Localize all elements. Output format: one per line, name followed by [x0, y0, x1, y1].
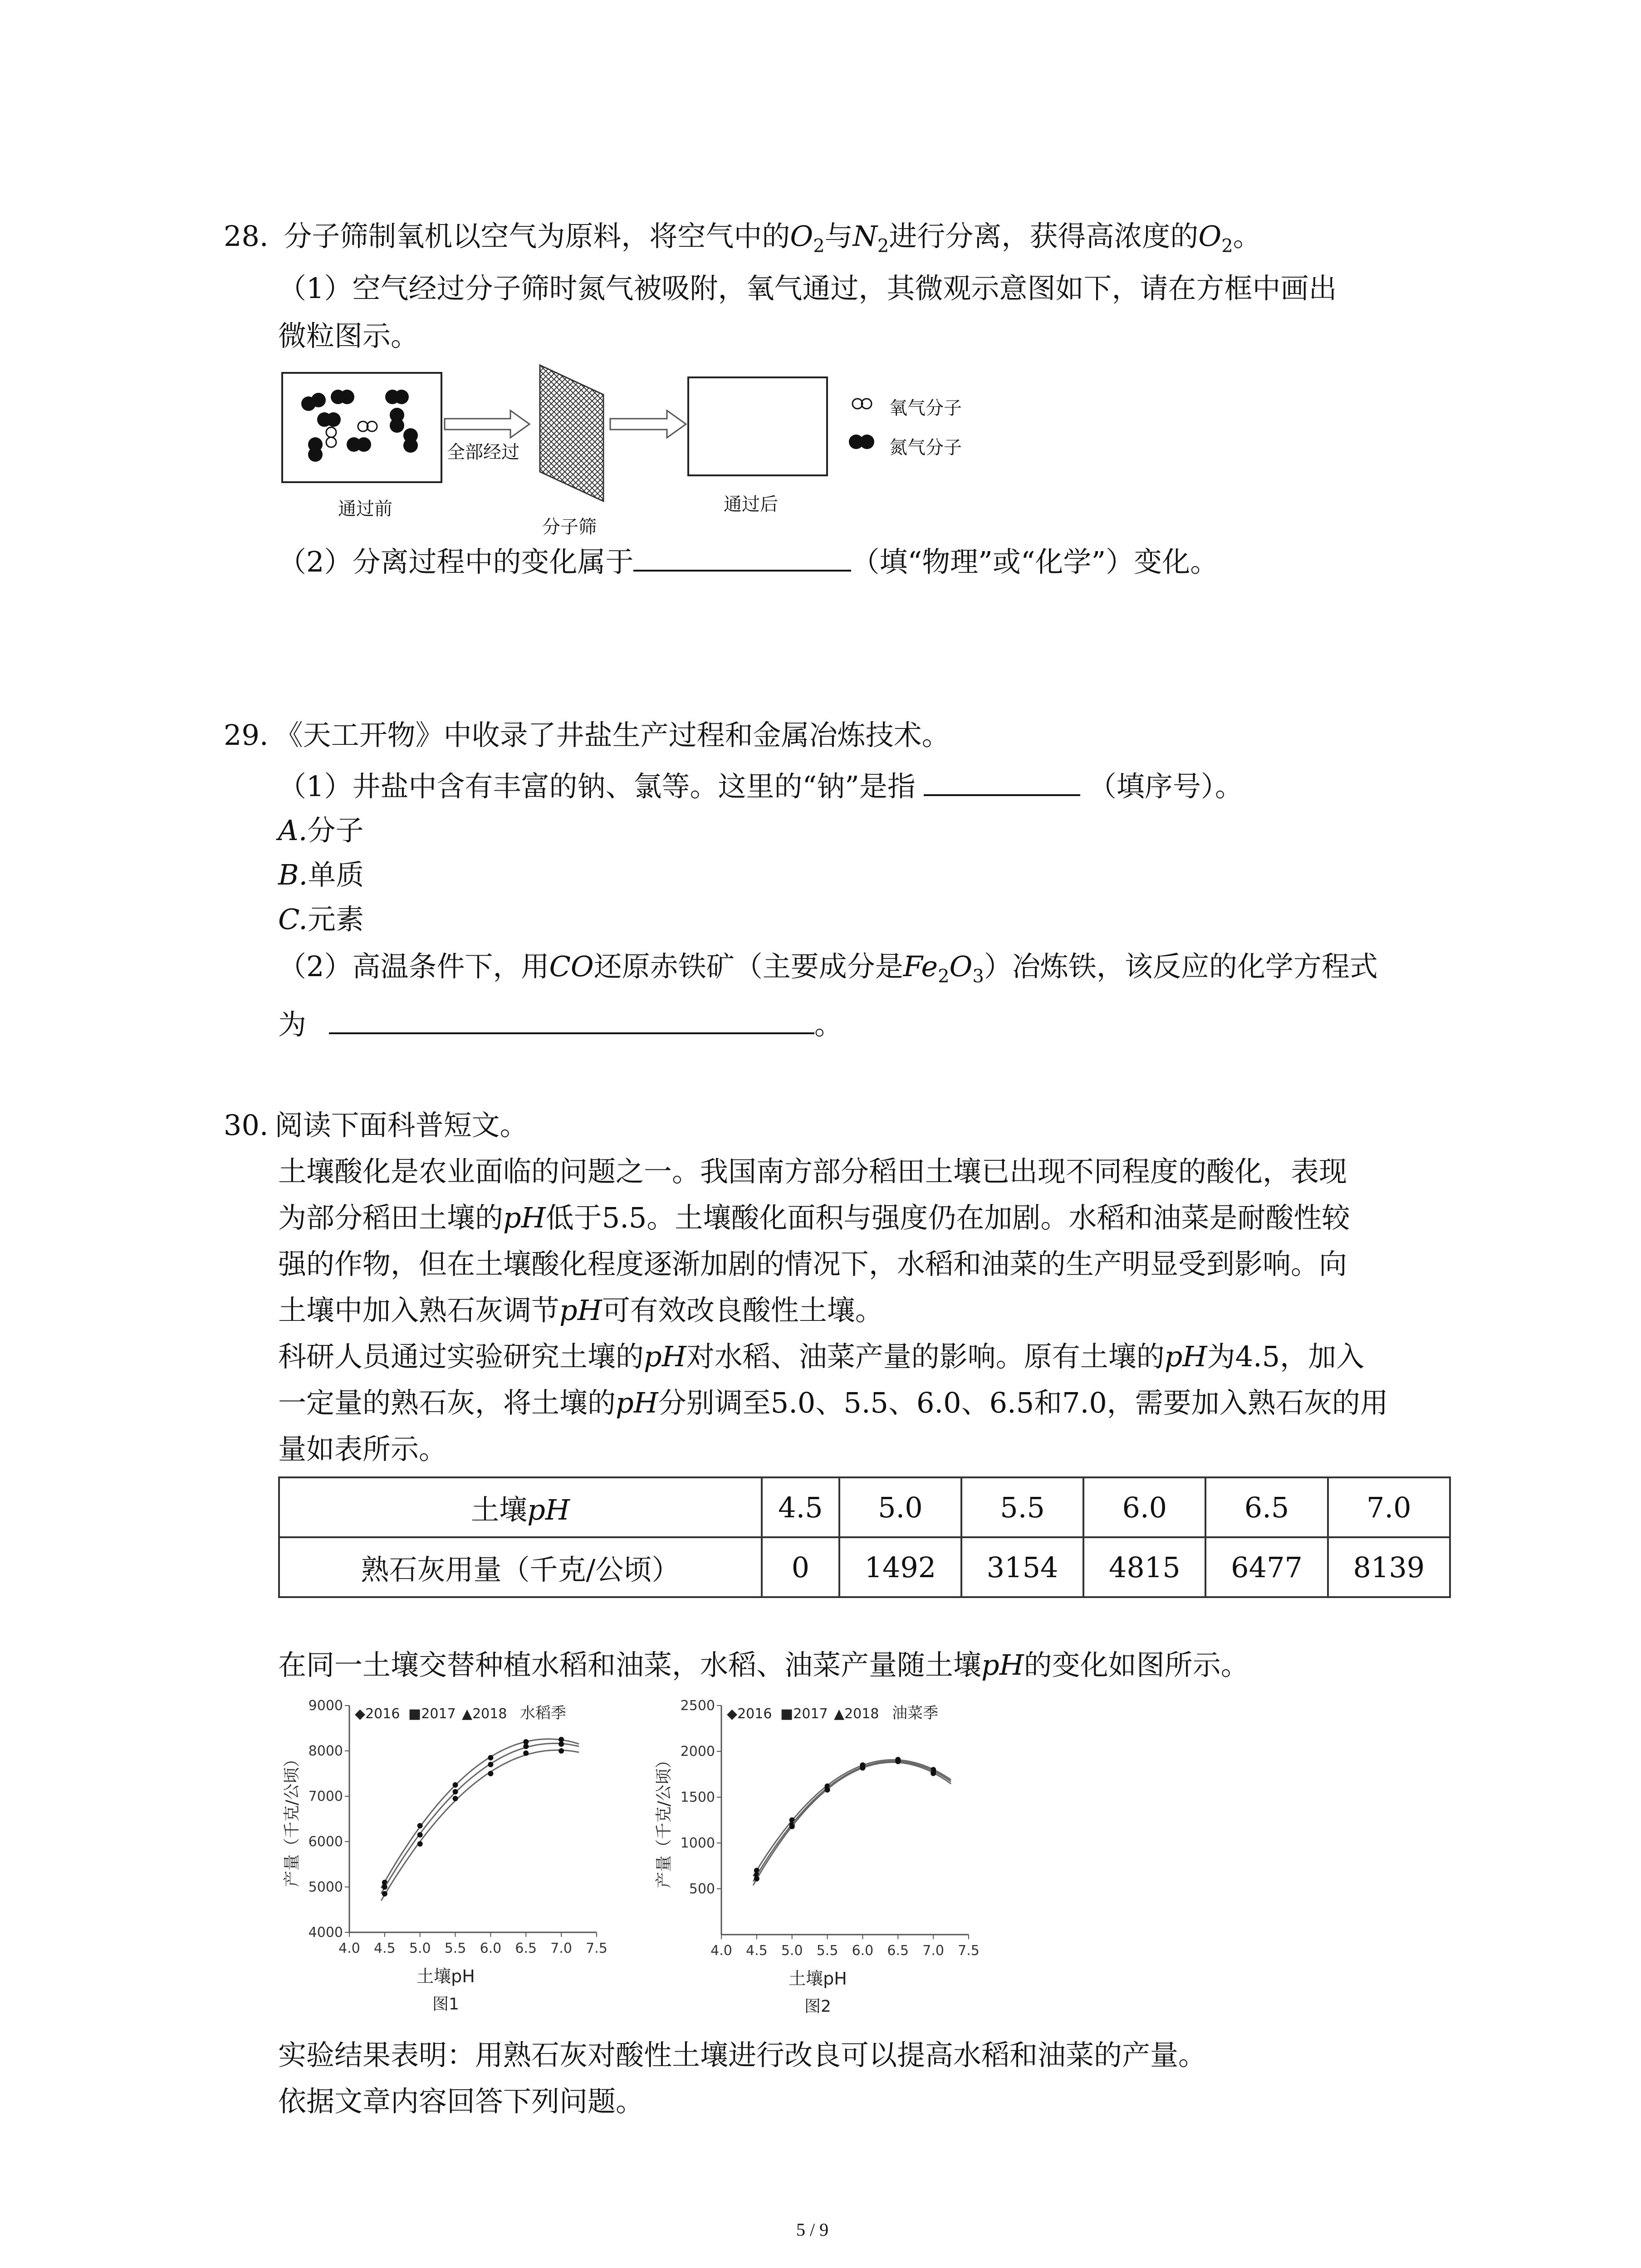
table-cell: 6.5	[1205, 1477, 1327, 1537]
q29-part2-a: （2）高温条件下，用	[278, 950, 549, 983]
q29-stem-text: 《天工开物》中收录了井盐生产过程和金属冶炼技术。	[274, 719, 950, 752]
y-tick-label: 2500	[680, 1698, 715, 1714]
y-tick-label: 1500	[680, 1789, 715, 1805]
y-tick-label: 1000	[680, 1835, 715, 1851]
legend-item: ■2017	[780, 1706, 828, 1722]
text: 分别调至5.0、5.5、6.0、6.5和7.0，需要加入熟石灰的用	[658, 1386, 1388, 1419]
co-formula: CO	[549, 950, 594, 983]
table-cell: 3154	[961, 1537, 1083, 1597]
legend-item: ▲2018	[462, 1706, 507, 1722]
q28-stem-text: 分子筛制氧机以空气为原料，将空气中的	[284, 220, 790, 253]
table-cell: 4.5	[762, 1477, 839, 1537]
o-formula: O	[949, 950, 973, 983]
q30-p1-line3: 强的作物，但在土壤酸化程度逐渐加剧的情况下，水稻和油菜的生产明显受到影响。向	[278, 1247, 1347, 1281]
x-tick-label: 5.0	[781, 1943, 803, 1959]
series-line-2018	[753, 1762, 951, 1885]
q28-part1-line1: （1）空气经过分子筛时氮气被吸附，氧气通过，其微观示意图如下，请在方框中画出	[278, 272, 1337, 305]
n2-sub: 2	[877, 235, 889, 257]
fe-sub: 2	[938, 966, 950, 987]
ph-symbol: pH	[559, 1294, 602, 1327]
y-axis-label: 产量（千克/公顷）	[655, 1752, 673, 1888]
text: 为部分稻田土壤的	[278, 1201, 504, 1234]
molecules-before	[281, 372, 442, 483]
data-point-2018	[825, 1787, 830, 1793]
legend-oxygen: 氧气分子	[889, 398, 962, 419]
q29-option-c	[278, 905, 364, 934]
n2-formula: N	[852, 220, 877, 253]
data-point-2018	[488, 1771, 493, 1776]
option-text: 元素	[307, 903, 364, 936]
ph-symbol: pH	[981, 1648, 1024, 1681]
data-point-2017	[558, 1741, 564, 1747]
series-line-2017	[753, 1761, 951, 1882]
q30-intro: 阅读下面科普短文。	[274, 1109, 528, 1142]
data-point-2017	[382, 1884, 387, 1890]
table-cell: 5.5	[961, 1477, 1083, 1537]
data-point-2018	[417, 1841, 423, 1847]
q30-p2-line2	[278, 1386, 1388, 1419]
y-tick-label: 9000	[308, 1698, 343, 1714]
x-tick-label: 5.5	[444, 1941, 466, 1956]
arrow-right-icon-2	[608, 406, 690, 442]
q28-yu: 与	[824, 220, 853, 253]
table-cell: 0	[762, 1537, 839, 1597]
y-tick-label: 500	[689, 1881, 715, 1897]
data-point-2017	[417, 1832, 423, 1838]
data-point-2018	[860, 1765, 865, 1770]
y-tick-label: 4000	[308, 1925, 343, 1941]
q29-part1-after: （填序号）。	[1088, 770, 1243, 803]
rapeseed-yield-chart	[644, 1687, 1016, 2019]
q30-p2-line3: 量如表所示。	[278, 1432, 447, 1466]
fe-formula: Fe	[903, 950, 938, 983]
o-sub: 3	[972, 966, 984, 987]
x-axis-label: 土壤pH	[789, 1969, 847, 1989]
data-point-2016	[488, 1755, 493, 1760]
instruction: 依据文章内容回答下列问题。	[278, 2085, 644, 2118]
q30-p1-line1: 土壤酸化是农业面临的问题之一。我国南方部分稻田土壤已出现不同程度的酸化，表现	[278, 1155, 1347, 1188]
table-cell: 6477	[1205, 1537, 1327, 1597]
x-tick-label: 6.0	[852, 1943, 874, 1959]
q29-part2-line2-before: 为	[278, 1008, 307, 1041]
option-letter: B.	[278, 858, 308, 891]
text: 可有效改良酸性土壤。	[602, 1294, 883, 1327]
molecular-sieve	[538, 363, 606, 503]
table-header-cell: 熟石灰用量（千克/公顷）	[279, 1537, 762, 1597]
text: 为4.5，加入	[1207, 1340, 1365, 1373]
series-line-2016	[753, 1760, 951, 1877]
arrow-label: 全部经过	[447, 442, 519, 463]
table-cell: 1492	[839, 1537, 961, 1597]
q28-part1-line2: 微粒图示。	[278, 319, 419, 352]
o2-formula: O	[790, 220, 813, 253]
legend-item: ◆2016	[727, 1706, 772, 1722]
q29-number: 29.	[224, 719, 269, 752]
table-cell: 8139	[1328, 1537, 1450, 1597]
q29-stem	[224, 719, 950, 752]
before-label: 通过前	[338, 499, 392, 519]
data-point-2016	[453, 1782, 458, 1788]
legend-item: ▲2018	[834, 1706, 879, 1722]
x-tick-label: 4.5	[745, 1943, 768, 1959]
x-tick-label: 7.5	[586, 1941, 607, 1956]
q29-part2-b: 还原赤铁矿（主要成分是	[593, 950, 903, 983]
text: 科研人员通过实验研究土壤的	[278, 1340, 644, 1373]
option-letter: A.	[278, 814, 308, 847]
legend-item: ■2017	[408, 1706, 456, 1722]
data-point-2018	[789, 1824, 795, 1829]
figure-caption: 图2	[804, 1997, 831, 2016]
data-point-2018	[453, 1796, 458, 1801]
x-tick-label: 5.0	[409, 1941, 431, 1956]
series-line-2018	[381, 1750, 579, 1901]
option-text: 单质	[308, 858, 364, 891]
data-point-2018	[895, 1759, 901, 1764]
q28-number: 28.	[224, 220, 269, 253]
data-point-2018	[754, 1876, 759, 1882]
x-tick-label: 4.0	[338, 1941, 360, 1956]
text: 一定量的熟石灰，将土壤的	[278, 1386, 616, 1419]
text: 低于5.5。土壤酸化面积与强度仍在加剧。水稻和油菜是耐酸性较	[545, 1201, 1350, 1234]
figure-intro	[278, 1648, 1249, 1681]
table-cell: 5.0	[839, 1477, 961, 1537]
q29-part1	[278, 769, 1243, 801]
table-cell: 6.0	[1083, 1477, 1205, 1537]
data-point-2018	[558, 1748, 564, 1754]
x-tick-label: 4.0	[710, 1943, 732, 1959]
legend-item: ◆2016	[355, 1706, 400, 1722]
ph-symbol: pH	[527, 1493, 570, 1526]
text: 在同一土壤交替种植水稻和油菜，水稻、油菜产量随土壤	[278, 1648, 982, 1681]
q28-part2-after: （填“物理”或“化学”）变化。	[851, 545, 1219, 578]
chart-title: 油菜季	[892, 1704, 938, 1722]
after-label: 通过后	[724, 494, 778, 515]
table-row	[279, 1537, 1450, 1597]
series-line-2017	[381, 1743, 579, 1893]
nitrogen-legend-icon	[846, 432, 878, 452]
x-tick-label: 4.5	[373, 1941, 396, 1956]
q29-part2-line2	[278, 1007, 843, 1039]
y-tick-label: 2000	[680, 1744, 715, 1760]
text: 的变化如图所示。	[1024, 1648, 1249, 1681]
x-tick-label: 6.5	[515, 1941, 537, 1956]
y-tick-label: 5000	[308, 1879, 343, 1895]
chart-title: 水稻季	[520, 1704, 566, 1722]
data-point-2017	[453, 1789, 458, 1794]
page-number: 5 / 9	[796, 2219, 829, 2240]
y-tick-label: 7000	[308, 1789, 343, 1804]
q28-stem-end: 。	[1233, 220, 1261, 253]
table-row	[279, 1477, 1450, 1537]
data-point-2018	[523, 1750, 529, 1756]
q29-answer-blank-1[interactable]	[924, 769, 1080, 796]
q28-stem-text2: 进行分离，获得高浓度的	[889, 220, 1199, 253]
data-point-2016	[417, 1823, 423, 1828]
x-tick-label: 6.5	[887, 1943, 909, 1959]
data-point-2017	[488, 1762, 493, 1767]
table-cell: 7.0	[1328, 1477, 1450, 1537]
table-header-cell	[279, 1477, 762, 1537]
q30-number: 30.	[224, 1109, 269, 1142]
after-answer-box[interactable]	[687, 376, 828, 476]
x-tick-label: 7.0	[550, 1941, 573, 1956]
y-tick-label: 6000	[308, 1834, 343, 1850]
ph-symbol: pH	[503, 1201, 546, 1234]
sieve-label: 分子筛	[542, 517, 597, 538]
ph-symbol: pH	[616, 1386, 658, 1419]
x-tick-label: 7.5	[958, 1943, 980, 1959]
option-text: 分子	[307, 814, 364, 847]
q29-part2-line2-after: 。	[814, 1008, 843, 1041]
o2-sub: 2	[813, 235, 825, 257]
rice-yield-chart	[272, 1692, 644, 2019]
y-axis-label: 产量（千克/公顷）	[283, 1750, 301, 1887]
q28-stem	[224, 222, 1261, 255]
text: 对水稻、油菜产量的影响。原有土壤的	[686, 1340, 1165, 1373]
lime-table	[278, 1476, 1451, 1598]
o2b-sub: 2	[1221, 235, 1233, 257]
text: 土壤中加入熟石灰调节	[278, 1294, 560, 1327]
q29-option-a	[278, 816, 364, 845]
x-tick-label: 6.0	[480, 1941, 502, 1956]
q30-p1-line2	[278, 1201, 1350, 1234]
x-tick-label: 5.5	[816, 1943, 838, 1959]
q28-part2	[278, 544, 1218, 576]
conclusion: 实验结果表明：用熟石灰对酸性土壤进行改良可以提高水稻和油菜的产量。	[278, 2038, 1207, 2072]
q28-part2-before: （2）分离过程中的变化属于	[278, 545, 634, 578]
y-tick-label: 8000	[308, 1743, 343, 1759]
q30-p1-line4	[278, 1296, 883, 1325]
q30-stem	[224, 1109, 528, 1142]
q28-answer-blank[interactable]	[633, 544, 851, 572]
data-point-2018	[382, 1891, 387, 1897]
q29-part2-line1	[278, 950, 1378, 987]
data-point-2018	[931, 1770, 936, 1776]
x-axis-label: 土壤pH	[416, 1966, 475, 1986]
data-point-2017	[523, 1744, 529, 1749]
q29-part1-before: （1）井盐中含有丰富的钠、氯等。这里的“钠”是指	[278, 770, 916, 803]
figure-caption: 图1	[432, 1995, 459, 2014]
table-cell: 4815	[1083, 1537, 1205, 1597]
ph-symbol: pH	[1164, 1340, 1207, 1373]
ph-symbol: pH	[644, 1340, 686, 1373]
arrow-right-icon	[442, 406, 533, 442]
series-line-2016	[381, 1739, 579, 1888]
text: 土壤	[471, 1493, 528, 1526]
legend-nitrogen: 氮气分子	[889, 437, 962, 458]
o2b-formula: O	[1198, 220, 1222, 253]
option-letter: C.	[278, 903, 308, 936]
q29-option-b	[278, 858, 364, 891]
x-tick-label: 7.0	[922, 1943, 945, 1959]
q29-answer-blank-2[interactable]	[329, 1007, 814, 1034]
q30-p2-line1	[278, 1340, 1365, 1373]
q29-part2-c: ）冶炼铁，该反应的化学方程式	[984, 950, 1378, 983]
oxygen-legend-icon	[848, 395, 876, 413]
